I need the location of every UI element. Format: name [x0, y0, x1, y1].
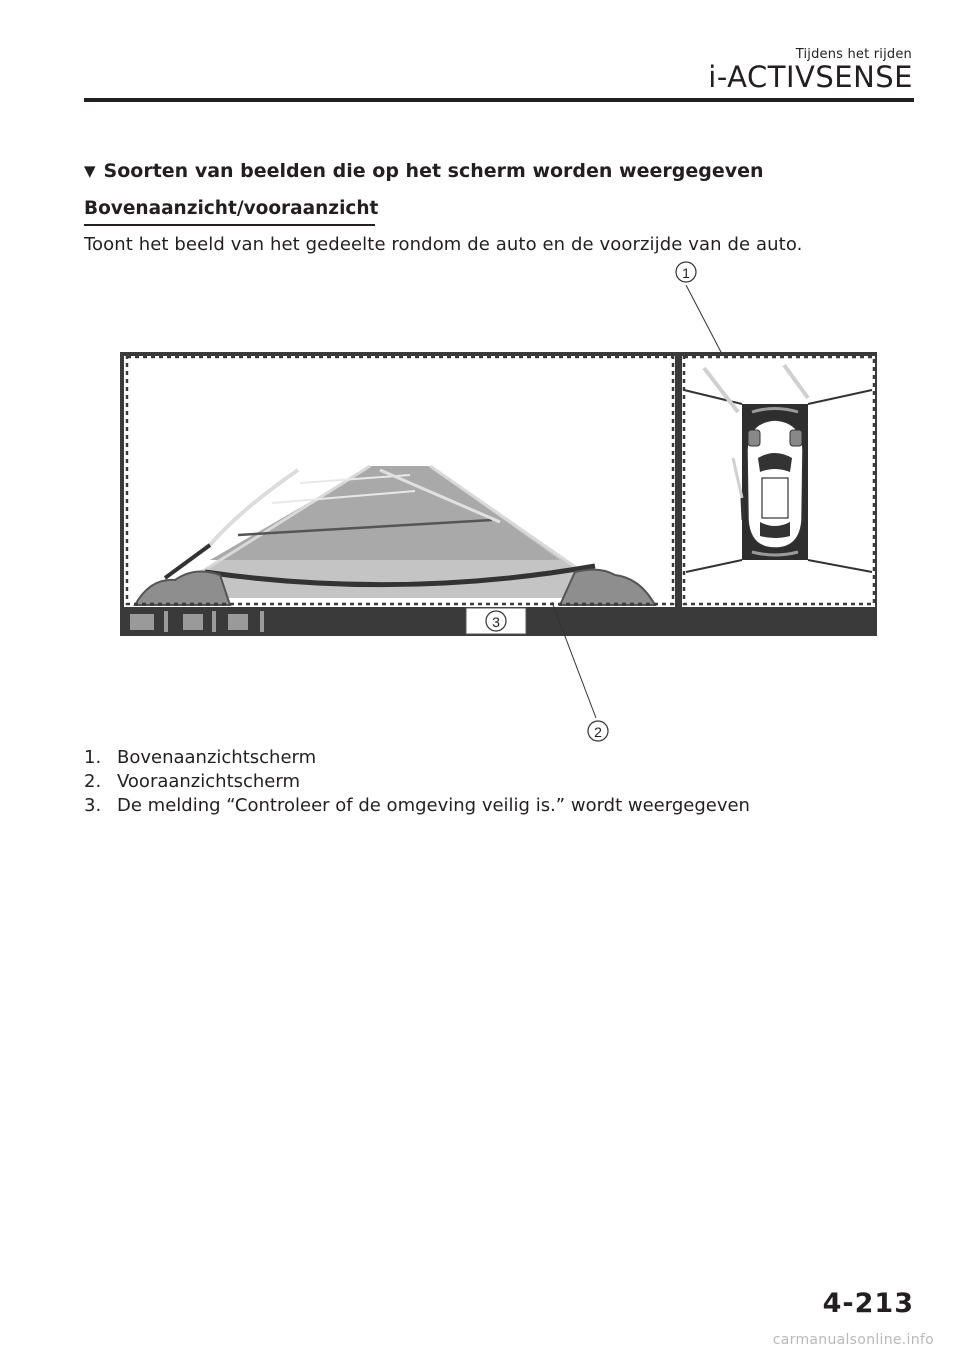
- callout-2-label: 2: [594, 724, 602, 740]
- section-heading-text: Soorten van beelden die op het scherm worden weergegeven: [103, 160, 764, 182]
- figure-legend: [84, 746, 750, 818]
- running-header-section: Tijdens het rijden: [795, 47, 912, 62]
- legend-number: 2.: [84, 771, 102, 792]
- legend-text: Bovenaanzichtscherm: [117, 747, 317, 768]
- legend-text: De melding “Controleer of de omgeving veilig is.” wordt weergegeven: [117, 795, 750, 816]
- legend-item: [84, 746, 750, 770]
- legend-text: Vooraanzichtscherm: [117, 771, 300, 792]
- callout-3-label: 3: [492, 614, 500, 630]
- callout-1-label: 1: [682, 265, 690, 281]
- body-paragraph: Toont het beeld van het gedeelte rondom de auto en de voorzijde van de auto.: [84, 234, 803, 255]
- running-header-chapter: i-ACTIVSENSE: [708, 60, 913, 94]
- legend-item: [84, 770, 750, 794]
- sensor-indicator-icons: [130, 611, 264, 632]
- page-number: 4-213: [822, 1288, 914, 1319]
- legend-number: 1.: [84, 747, 102, 768]
- callout-3: [486, 611, 506, 631]
- watermark: carmanualsonline.info: [772, 1332, 934, 1348]
- legend-item: [84, 794, 750, 818]
- legend-number: 3.: [84, 795, 102, 816]
- callout-1: [676, 262, 696, 282]
- triangle-marker-icon: ▼: [84, 162, 96, 180]
- callout-2: [588, 721, 608, 741]
- subheading: Bovenaanzicht/vooraanzicht: [84, 198, 379, 219]
